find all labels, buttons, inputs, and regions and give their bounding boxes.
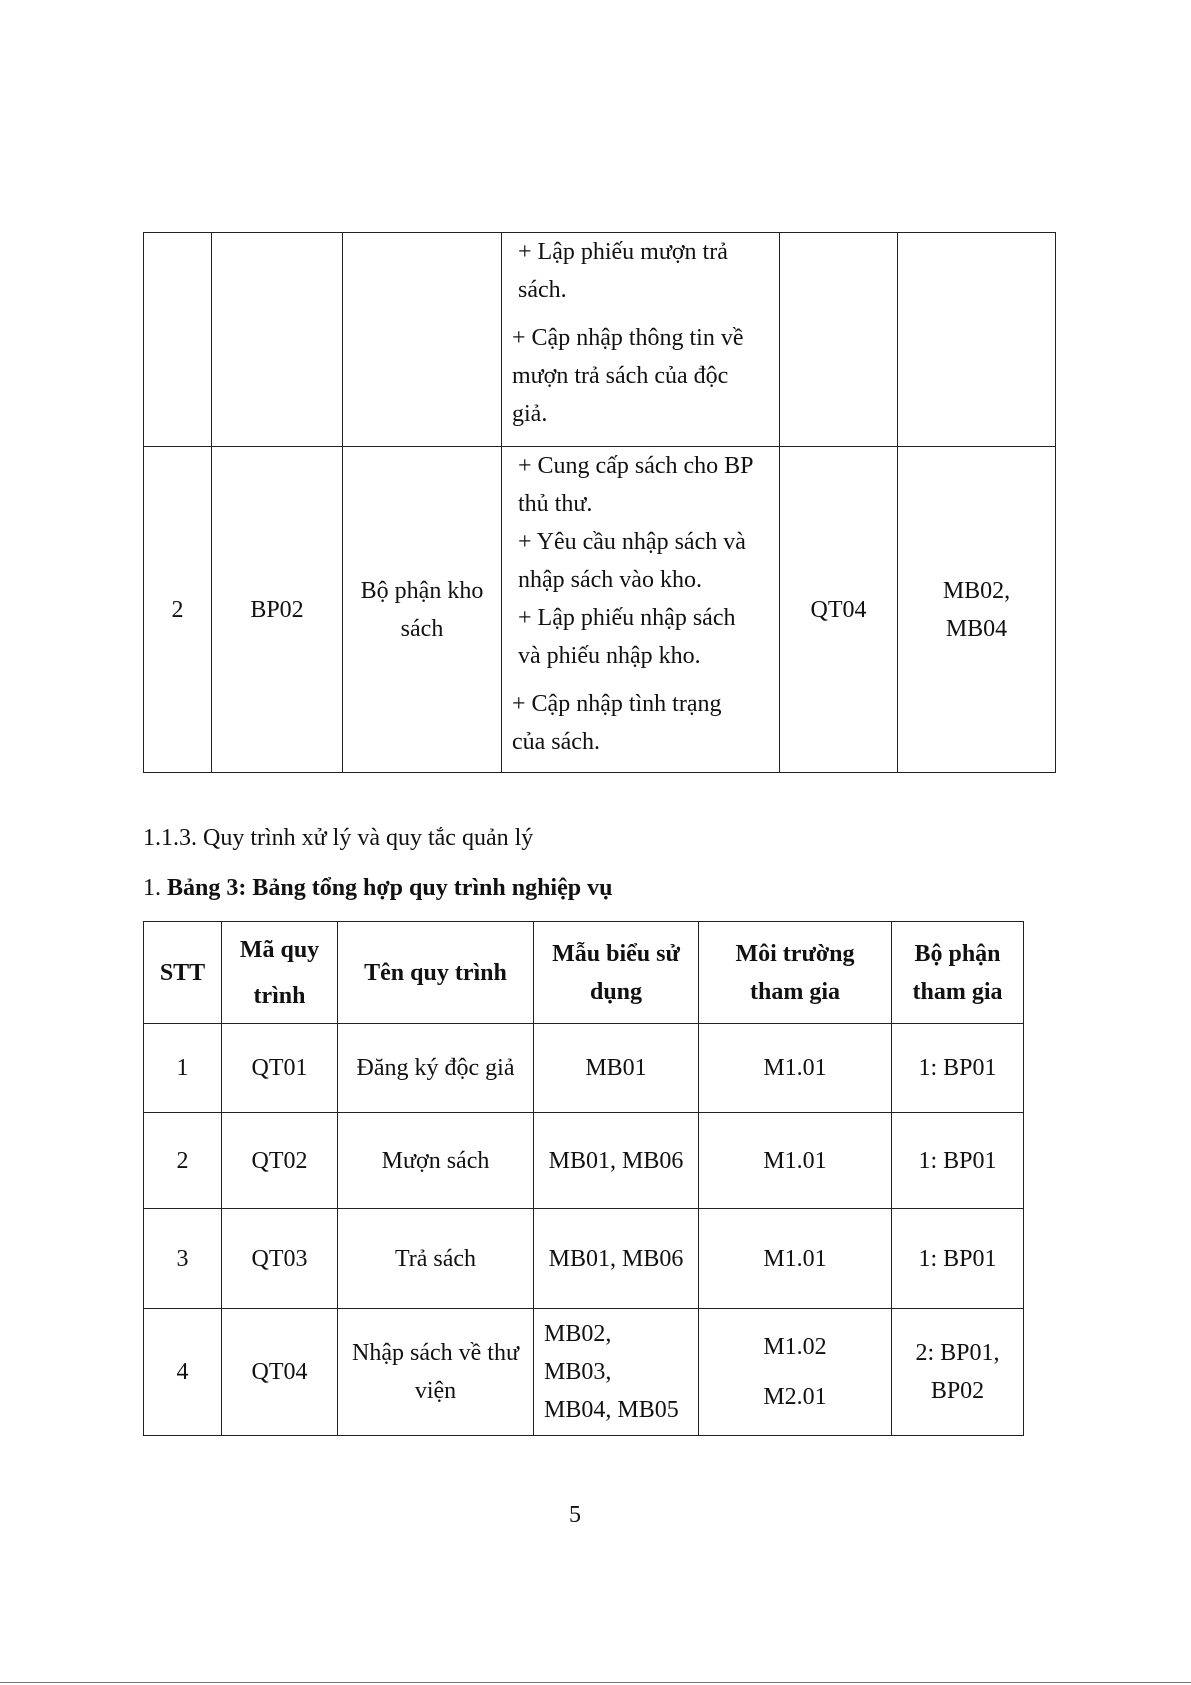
forms-cell: MB01, MB06 [534,1209,699,1309]
environment-line: M2.01 [763,1384,827,1410]
page-number: 5 [569,1502,581,1528]
forms-cell [534,1309,699,1436]
environment-cell: M1.01 [699,1209,892,1309]
process-code-cell: QT03 [222,1209,338,1309]
task-line: + Cung cấp sách cho BP [518,453,754,479]
departments-cell: 1: BP01 [892,1024,1024,1113]
section-heading: 1.1.3. Quy trình xử lý và quy tắc quản lý [143,825,534,851]
caption-prefix: 1. [143,875,167,901]
table-row [144,1309,1024,1436]
process-name-cell: Mượn sách [338,1113,534,1209]
table-row [144,233,1056,447]
forms-cell [898,233,1056,447]
task-line: + Yêu cầu nhập sách và [518,529,746,555]
caption-title: Bảng 3: Bảng tổng hợp quy trình nghiệp vụ [167,875,613,901]
process-code-cell: QT04 [222,1309,338,1436]
task-line: mượn trả sách của độc [512,363,729,389]
table-caption [143,873,612,903]
environment-line: M1.02 [763,1334,827,1360]
department-table-continued [143,232,1056,773]
department-code-cell: BP02 [212,447,343,773]
table-row [144,1113,1024,1209]
form-code-line: MB04, MB05 [544,1397,679,1423]
process-code-cell: QT02 [222,1113,338,1209]
stt-cell: 4 [144,1309,222,1436]
process-name-cell: Nhập sách về thư viện [338,1309,534,1436]
process-code-cell [780,233,898,447]
task-line: của sách. [512,729,600,755]
task-line: và phiếu nhập kho. [518,643,701,669]
column-header-name: Tên quy trình [338,922,534,1024]
form-code-line: MB02, [544,1321,612,1347]
process-code-cell: QT04 [780,447,898,773]
department-name-cell [343,233,502,447]
process-summary-table [143,921,1024,1436]
departments-cell: 2: BP01, BP02 [892,1309,1024,1436]
column-header-stt: STT [144,922,222,1024]
task-line: + Lập phiếu nhập sách [518,605,736,631]
departments-cell: 1: BP01 [892,1209,1024,1309]
task-line: giả. [512,401,548,427]
process-code-cell: QT01 [222,1024,338,1113]
column-header-environment: Môi trường tham gia [699,922,892,1024]
task-line: + Cập nhập tình trạng [512,691,722,717]
task-line: nhập sách vào kho. [518,567,702,593]
tasks-cell [502,447,780,773]
form-code-line: MB03, [544,1359,612,1385]
stt-cell: 2 [144,447,212,773]
forms-cell: MB01, MB06 [534,1113,699,1209]
task-line: + Cập nhập thông tin về [512,325,744,351]
table-row [144,1024,1024,1113]
department-code-cell [212,233,343,447]
forms-cell: MB02, MB04 [898,447,1056,773]
task-line: + Lập phiếu mượn trả [518,239,728,265]
environment-cell [699,1309,892,1436]
header-row [144,922,1024,1024]
column-header-code: Mã quy trình [222,922,338,1024]
departments-cell: 1: BP01 [892,1113,1024,1209]
stt-cell: 1 [144,1024,222,1113]
stt-cell: 3 [144,1209,222,1309]
tasks-cell [502,233,780,447]
column-header-departments: Bộ phận tham gia [892,922,1024,1024]
stt-cell: 2 [144,1113,222,1209]
forms-cell: MB01 [534,1024,699,1113]
task-line: sách. [518,277,567,303]
stt-cell [144,233,212,447]
environment-cell: M1.01 [699,1024,892,1113]
page-bottom-rule [0,1682,1191,1683]
process-name-cell: Trả sách [338,1209,534,1309]
environment-cell: M1.01 [699,1113,892,1209]
table-row [144,447,1056,773]
column-header-forms: Mẫu biểu sử dụng [534,922,699,1024]
task-line: thủ thư. [518,491,593,517]
department-name-cell: Bộ phận kho sách [343,447,502,773]
process-name-cell: Đăng ký độc giả [338,1024,534,1113]
table-row [144,1209,1024,1309]
